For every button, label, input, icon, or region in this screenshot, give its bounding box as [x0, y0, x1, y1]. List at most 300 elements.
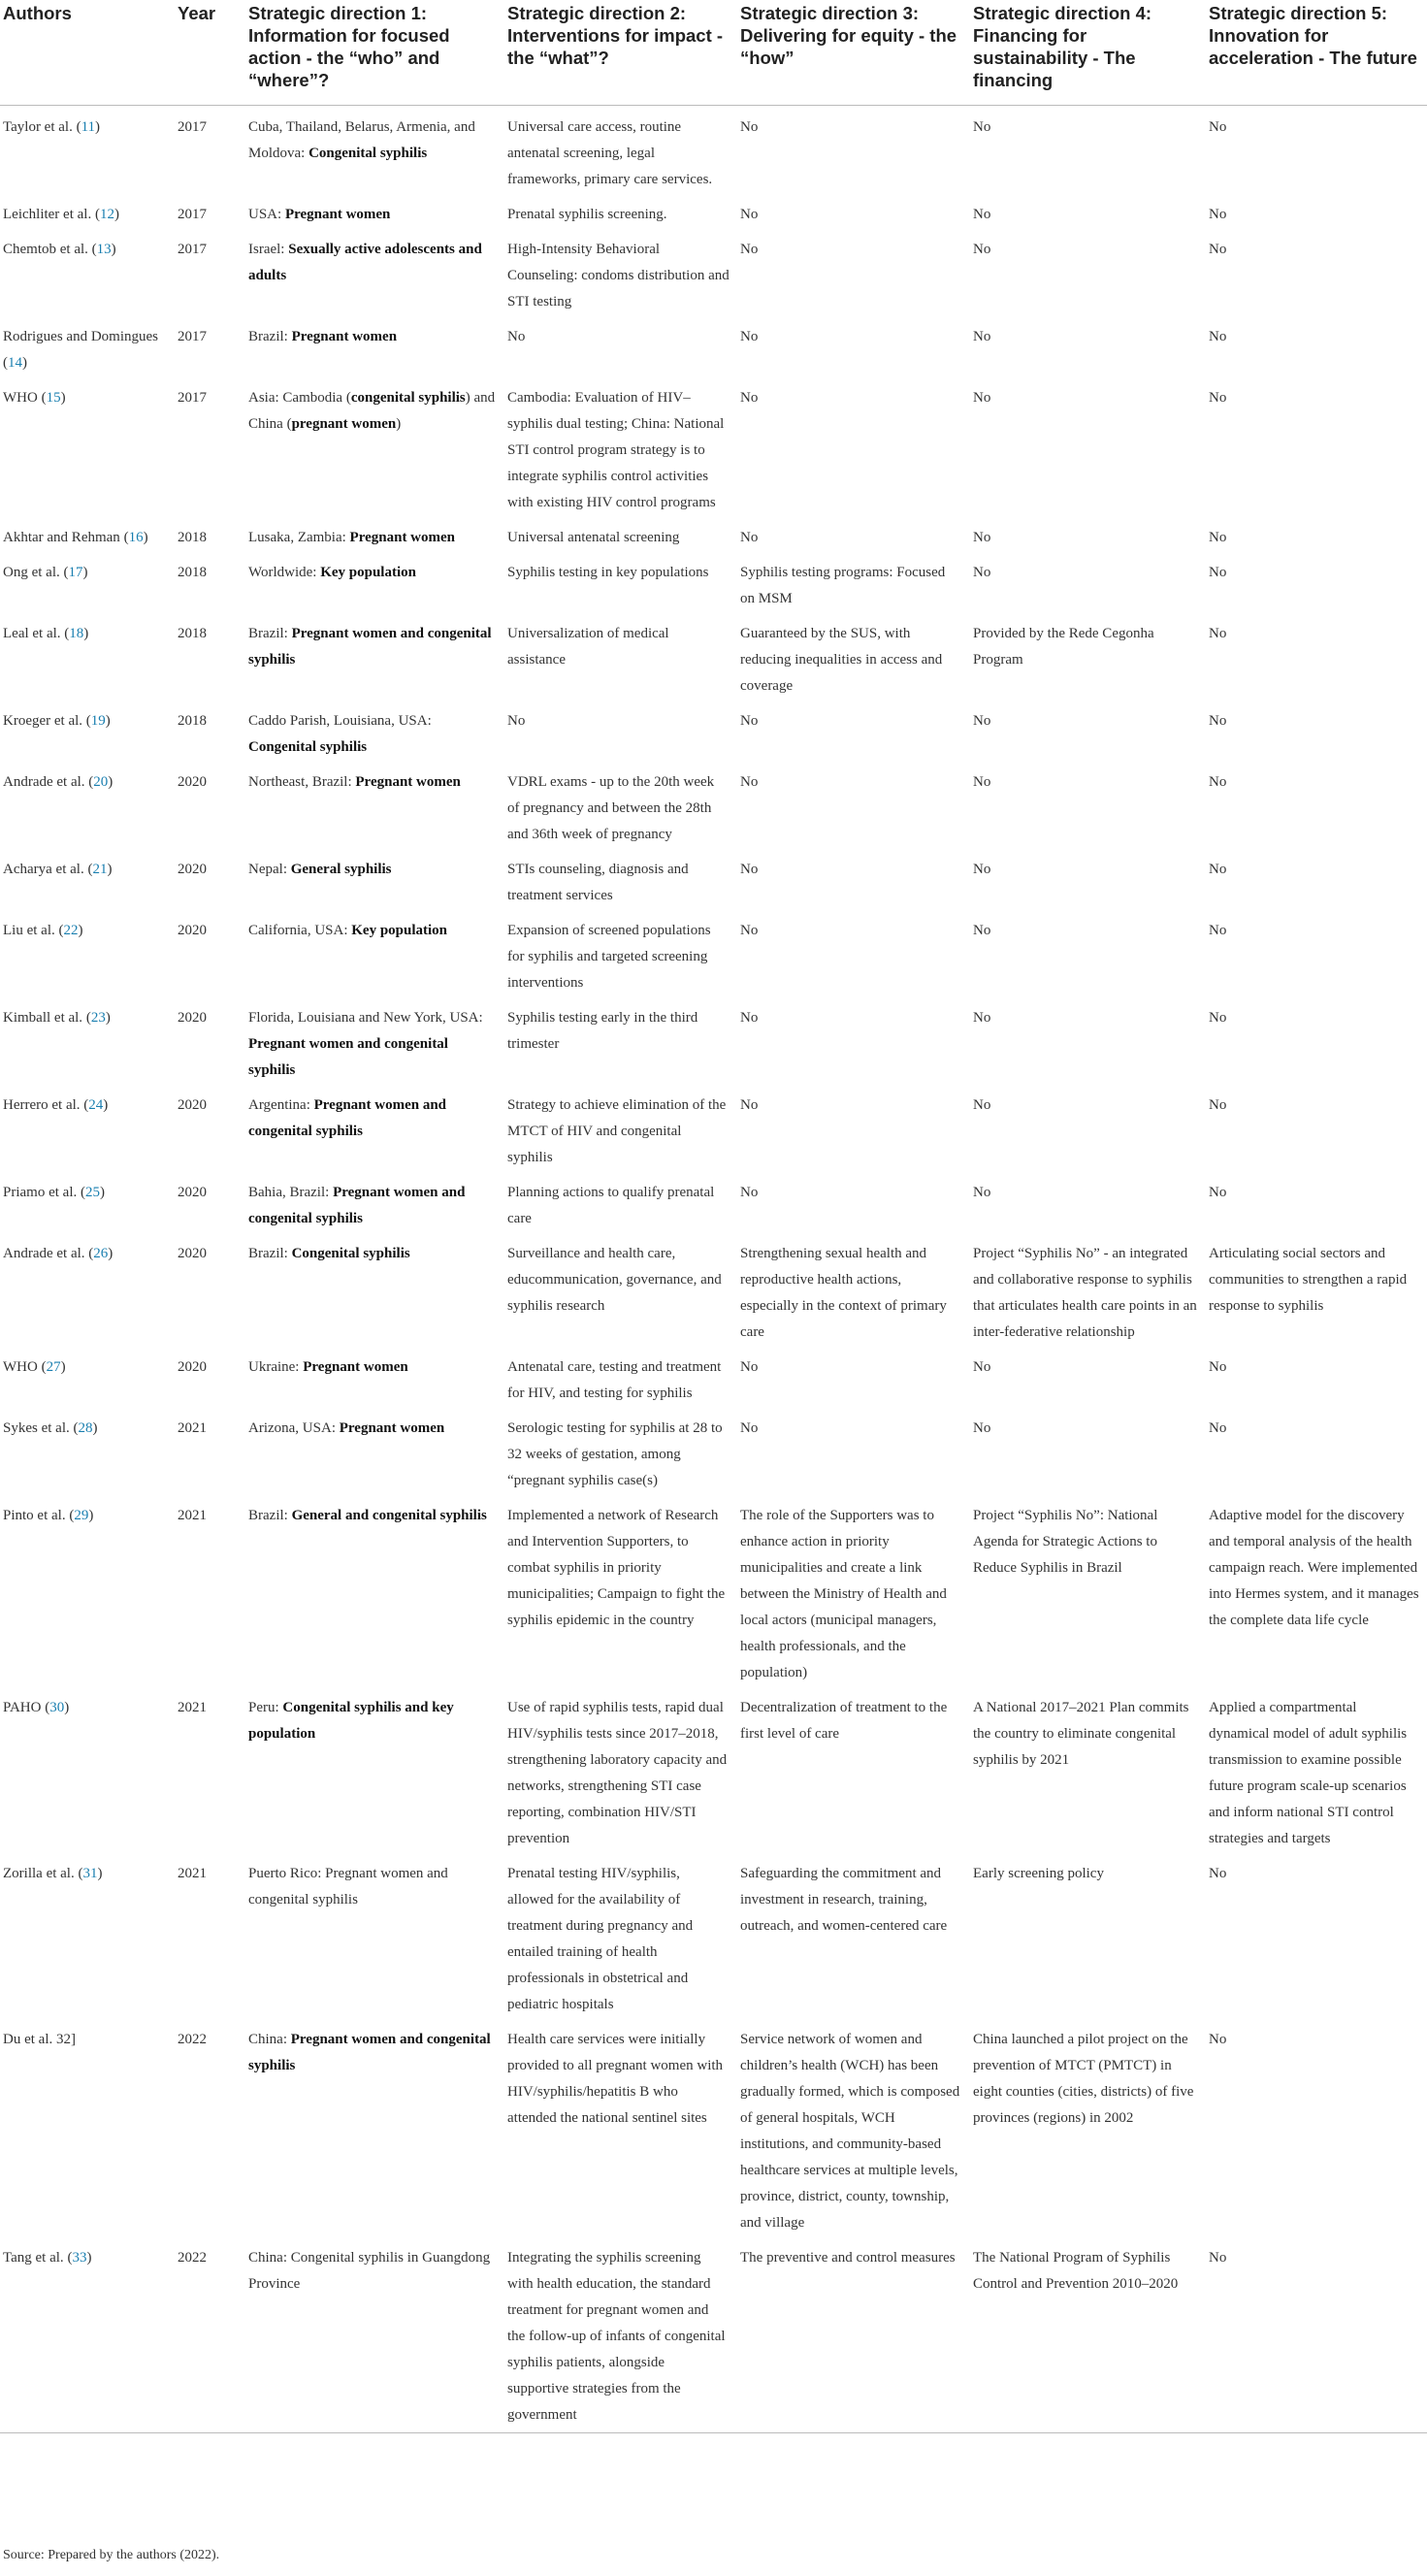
reference-link[interactable]: 25: [84, 1185, 100, 1200]
author-name: WHO: [3, 390, 38, 406]
table-row: [0, 551, 1427, 612]
author-cell: Acharya et al. (21): [3, 862, 113, 877]
sd4-text: Provided by the Rede Cegonha Program: [973, 626, 1154, 668]
sd3-cell: [737, 612, 970, 700]
sd1-focus: Pregnant women: [303, 1359, 408, 1375]
sd3-cell: [737, 909, 970, 996]
author-cell: Chemtob et al. (13): [3, 242, 116, 257]
sd5-text: No: [1209, 1185, 1227, 1200]
sd3-text: No: [740, 390, 759, 406]
year-cell: [175, 848, 245, 909]
year-value: 2017: [178, 329, 207, 344]
sd5-text: No: [1209, 329, 1227, 344]
table-row: [0, 1407, 1427, 1494]
sd4-text: No: [973, 1185, 991, 1200]
sd4-text: No: [973, 530, 991, 545]
sd1-focus: Congenital syphilis and key population: [248, 1700, 454, 1742]
sd1-place: Cuba, Thailand, Belarus, Armenia, and Moldova:: [248, 119, 475, 161]
sd2-text: Integrating the syphilis screening with health education, the standard treatment for pregnant women and the follow-up of infants of congenital syphilis patients, alongside supportive strategies from the government: [507, 2250, 726, 2423]
table-row: [0, 1494, 1427, 1686]
table-body: [0, 106, 1427, 2433]
sd1-focus: General syphilis: [290, 862, 392, 877]
sd5-cell: [1206, 1852, 1427, 2018]
sd1-focus: General and congenital syphilis: [291, 1508, 487, 1523]
reference-link[interactable]: 33: [72, 2250, 87, 2266]
sd1-cell: [245, 761, 504, 848]
sd1-focus: Pregnant women and congenital syphilis: [248, 1036, 448, 1078]
sd3-cell: [737, 761, 970, 848]
sd1-focus: Sexually active adolescents and adults: [248, 242, 482, 283]
author-name: Leal et al.: [3, 626, 61, 641]
sd1-cell: [245, 996, 504, 1084]
sd3-cell: [737, 1494, 970, 1686]
year-cell: [175, 106, 245, 194]
sd5-text: No: [1209, 390, 1227, 406]
sd2-cell: [504, 1494, 737, 1686]
sd4-cell: [970, 376, 1206, 516]
sd1-cell: [245, 1232, 504, 1346]
sd4-cell: [970, 612, 1206, 700]
reference-link[interactable]: 21: [92, 862, 108, 877]
sd1-cell: [245, 700, 504, 761]
year-cell: [175, 996, 245, 1084]
sd3-text: No: [740, 862, 759, 877]
table-row: [0, 376, 1427, 516]
sd2-text: Syphilis testing in key populations: [507, 565, 709, 580]
year-cell: [175, 612, 245, 700]
year-cell: [175, 551, 245, 612]
sd5-text: No: [1209, 242, 1227, 257]
author-cell: Leal et al. (18): [3, 626, 89, 641]
table-row: [0, 909, 1427, 996]
sd1-place: Asia: Cambodia (: [248, 390, 351, 406]
year-value: 2020: [178, 1010, 207, 1026]
sd2-text: No: [507, 329, 526, 344]
sd5-cell: [1206, 228, 1427, 315]
sd3-text: The preventive and control measures: [740, 2250, 956, 2266]
year-value: 2017: [178, 242, 207, 257]
author-cell: Zorilla et al. (31): [3, 1866, 103, 1881]
sd3-cell: [737, 376, 970, 516]
year-cell: [175, 700, 245, 761]
sd1-focus: Key population: [351, 923, 448, 938]
sd3-text: No: [740, 530, 759, 545]
author-cell: Priamo et al. (25): [3, 1185, 105, 1200]
reference-link[interactable]: 17: [68, 565, 83, 580]
year-cell: [175, 2236, 245, 2433]
author-cell: Pinto et al. (29): [3, 1508, 94, 1523]
sd1-focus: Congenital syphilis: [248, 739, 368, 755]
author-cell: Tang et al. (33): [0, 2236, 175, 2433]
year-cell: [175, 1346, 245, 1407]
header-strategic-direction-4: Strategic direction 4: Financing for sustainability - The financing: [970, 0, 1206, 106]
sd4-text: No: [973, 1010, 991, 1026]
sd2-text: Syphilis testing early in the third trimester: [507, 1010, 698, 1052]
sd1-focus: congenital syphilis: [350, 390, 466, 406]
year-value: 2018: [178, 565, 207, 580]
year-cell: [175, 516, 245, 551]
sd4-cell: [970, 1852, 1206, 2018]
author-name: Kroeger et al.: [3, 713, 83, 729]
year-cell: [175, 761, 245, 848]
sd4-cell: [970, 228, 1206, 315]
sd4-cell: [970, 1084, 1206, 1171]
sd1-cell: [245, 909, 504, 996]
sd2-text: VDRL exams - up to the 20th week of pregnancy and between the 28th and 36th week of pregnancy: [507, 774, 715, 842]
author-name: Akhtar and Rehman: [3, 530, 120, 545]
sd3-text: No: [740, 1185, 759, 1200]
table-row: [0, 1171, 1427, 1232]
reference-link[interactable]: 23: [90, 1010, 106, 1026]
author-cell: Rodrigues and Domingues (14): [3, 329, 158, 371]
sd3-text: Service network of women and children’s health (WCH) has been gradually formed, which is composed of general hospitals, WCH institutions, and community-based healthcare services at multiple levels, province, district, county, township, and village: [740, 2032, 960, 2231]
table-row: [0, 848, 1427, 909]
author-cell: [0, 2018, 175, 2236]
sd2-cell: [504, 1084, 737, 1171]
sd1-cell: [245, 1171, 504, 1232]
header-strategic-direction-1: Strategic direction 1: Information for focused action - the “who” and “where”?: [245, 0, 504, 106]
sd2-text: Prenatal testing HIV/syphilis, allowed for the availability of treatment during pregnancy and entailed training of health professionals in obstetrical and pediatric hospitals: [507, 1866, 694, 2012]
sd4-text: Early screening policy: [973, 1866, 1104, 1881]
sd4-cell: [970, 193, 1206, 228]
sd5-text: No: [1209, 923, 1227, 938]
sd2-cell: [504, 1686, 737, 1852]
sd3-text: The role of the Supporters was to enhance action in priority municipalities and create a link between the Ministry of Health and local actors (municipal managers, health professionals, and the population): [740, 1508, 947, 1680]
reference-link[interactable]: 29: [74, 1508, 89, 1523]
year-value: 2020: [178, 774, 207, 790]
sd1-focus: Pregnant women: [291, 329, 398, 344]
reference-link[interactable]: 30: [49, 1700, 65, 1715]
sd2-cell: [504, 996, 737, 1084]
sd3-text: Guaranteed by the SUS, with reducing inequalities in access and coverage: [740, 626, 943, 694]
sd3-text: No: [740, 242, 759, 257]
sd1-cell: [245, 2018, 504, 2236]
sd3-text: No: [740, 1097, 759, 1113]
year-value: 2018: [178, 626, 207, 641]
table-source-note: Source: Prepared by the authors (2022).: [3, 2548, 220, 2562]
table-row: [0, 2236, 1427, 2433]
sd1-cell: [245, 315, 504, 376]
year-cell: [175, 315, 245, 376]
sd2-text: Universal antenatal screening: [507, 530, 680, 545]
year-value: 2021: [178, 1420, 207, 1436]
sd4-text: No: [973, 329, 991, 344]
reference-link[interactable]: 19: [90, 713, 106, 729]
sd2-text: Expansion of screened populations for syphilis and targeted screening interventions: [507, 923, 711, 991]
sd4-cell: [970, 909, 1206, 996]
year-cell: [175, 1171, 245, 1232]
sd1-focus: Pregnant women: [284, 207, 391, 222]
author-cell: Ong et al. (17): [3, 565, 88, 580]
sd1-place: Caddo Parish, Louisiana, USA:: [248, 713, 432, 729]
sd4-cell: [970, 761, 1206, 848]
sd5-cell: [1206, 761, 1427, 848]
sd4-cell: [970, 551, 1206, 612]
author-name: Chemtob et al.: [3, 242, 88, 257]
sd3-cell: [737, 516, 970, 551]
reference-link[interactable]: 20: [93, 774, 109, 790]
sd5-text: No: [1209, 862, 1227, 877]
sd3-text: Decentralization of treatment to the first level of care: [740, 1700, 948, 1742]
sd3-cell: [737, 1686, 970, 1852]
sd1-focus: Congenital syphilis: [308, 146, 428, 161]
sd1-cell: [245, 1346, 504, 1407]
sd3-text: No: [740, 1420, 759, 1436]
sd5-cell: [1206, 315, 1427, 376]
sd1-cell: [245, 848, 504, 909]
sd3-cell: [737, 315, 970, 376]
sd4-text: No: [973, 207, 991, 222]
sd1-place: Israel:: [248, 242, 285, 257]
sd3-cell: [737, 193, 970, 228]
sd5-cell: [1206, 1084, 1427, 1171]
reference-link[interactable]: 15: [46, 390, 61, 406]
reference-link[interactable]: 12: [99, 207, 114, 222]
author-cell: Liu et al. (22): [3, 923, 83, 938]
sd5-cell: [1206, 996, 1427, 1084]
sd3-text: No: [740, 119, 759, 135]
sd5-text: No: [1209, 713, 1227, 729]
year-value: 2018: [178, 530, 207, 545]
reference-link[interactable]: 28: [78, 1420, 93, 1436]
author-name: Sykes et al.: [3, 1420, 70, 1436]
sd2-cell: [504, 516, 737, 551]
year-value: 2022: [178, 2250, 207, 2266]
sd4-text: China launched a pilot project on the prevention of MTCT (PMTCT) in eight counties (cities, districts) of five provinces (regions) in 2002: [973, 2032, 1194, 2126]
year-value: 2021: [178, 1866, 207, 1881]
year-cell: [175, 1084, 245, 1171]
reference-link[interactable]: 18: [69, 626, 84, 641]
sd4-text: No: [973, 1097, 991, 1113]
sd5-cell: [1206, 1407, 1427, 1494]
year-cell: [175, 1407, 245, 1494]
sd1-focus: Pregnant women: [349, 530, 456, 545]
table-row: [0, 1346, 1427, 1407]
year-value: 2018: [178, 713, 207, 729]
reference-link[interactable]: 31: [82, 1866, 98, 1881]
sd3-text: No: [740, 923, 759, 938]
author-name: PAHO: [3, 1700, 42, 1715]
sd3-text: No: [740, 713, 759, 729]
sd1-focus: Pregnant women and congenital syphilis: [248, 2032, 491, 2073]
author-name: Taylor et al.: [3, 119, 73, 135]
author-name: Kimball et al.: [3, 1010, 83, 1026]
sd1-place: Peru:: [248, 1700, 279, 1715]
reference-link[interactable]: 26: [93, 1246, 109, 1261]
sd2-text: STIs counseling, diagnosis and treatment services: [507, 862, 689, 903]
author-cell: Taylor et al. (11): [3, 119, 101, 135]
author-cell: Kimball et al. (23): [3, 1010, 111, 1026]
sd2-text: Universal care access, routine antenatal screening, legal frameworks, primary care services.: [507, 119, 713, 187]
reference-link[interactable]: 16: [128, 530, 144, 545]
author-name: Zorilla et al.: [3, 1866, 75, 1881]
sd1-place: Brazil:: [248, 626, 288, 641]
year-cell: [175, 909, 245, 996]
sd1-cell: [245, 551, 504, 612]
sd3-cell: [737, 2018, 970, 2236]
year-cell: [175, 1232, 245, 1346]
year-value: 2020: [178, 1097, 207, 1113]
sd1-place: Florida, Louisiana and New York, USA:: [248, 1010, 483, 1026]
author-name: Tang et al.: [3, 2250, 64, 2266]
sd5-text: No: [1209, 1866, 1227, 1881]
sd2-text: Serologic testing for syphilis at 28 to 32 weeks of gestation, among “pregnant syphilis case(s): [507, 1420, 723, 1488]
sd3-cell: [737, 228, 970, 315]
sd5-cell: [1206, 106, 1427, 194]
sd1-place: Brazil:: [248, 329, 288, 344]
sd4-cell: [970, 700, 1206, 761]
sd1-focus-2: pregnant women: [291, 416, 397, 432]
sd4-text: No: [973, 862, 991, 877]
sd3-text: No: [740, 1359, 759, 1375]
sd4-cell: [970, 996, 1206, 1084]
sd4-cell: [970, 1346, 1206, 1407]
sd5-text: No: [1209, 2032, 1227, 2047]
sd1-place: Argentina:: [248, 1097, 310, 1113]
sd4-text: No: [973, 774, 991, 790]
sd2-cell: [504, 376, 737, 516]
table-row: [0, 700, 1427, 761]
reference-link[interactable]: 22: [63, 923, 79, 938]
author-cell: Andrade et al. (20): [3, 774, 114, 790]
sd5-cell: [1206, 1494, 1427, 1686]
reference-link[interactable]: 14: [8, 355, 22, 371]
header-year: Year: [175, 0, 245, 106]
sd1-place: California, USA:: [248, 923, 348, 938]
sd1-cell: [245, 2236, 504, 2433]
year-value: 2020: [178, 1359, 207, 1375]
sd2-cell: [504, 106, 737, 194]
sd2-text: High-Intensity Behavioral Counseling: condoms distribution and STI testing: [507, 242, 730, 310]
sd5-cell: [1206, 2236, 1427, 2433]
sd2-text: Use of rapid syphilis tests, rapid dual HIV/syphilis tests since 2017–2018, strengthening laboratory capacity and networks, strengthening STI case reporting, combination HIV/STI prevention: [507, 1700, 728, 1846]
sd5-text: No: [1209, 774, 1227, 790]
author-name: Andrade et al.: [3, 1246, 85, 1261]
sd2-cell: [504, 1171, 737, 1232]
sd4-cell: [970, 2236, 1206, 2433]
reference-link[interactable]: 11: [81, 119, 96, 135]
sd3-cell: [737, 700, 970, 761]
author-name: Ong et al.: [3, 565, 60, 580]
sd2-cell: [504, 1407, 737, 1494]
author-name: Du et al. 32]: [3, 2032, 76, 2047]
year-cell: [175, 1494, 245, 1686]
sd1-cell: [245, 193, 504, 228]
author-name: Acharya et al.: [3, 862, 84, 877]
sd1-place: China: Congenital syphilis in Guangdong Province: [248, 2250, 491, 2292]
sd1-focus: Pregnant women and congenital syphilis: [248, 1185, 466, 1226]
author-name: Liu et al.: [3, 923, 55, 938]
sd2-text: Cambodia: Evaluation of HIV–syphilis dual testing; China: National STI control program strategy is to integrate syphilis control activities with existing HIV control programs: [507, 390, 725, 510]
sd2-cell: [504, 193, 737, 228]
sd5-text: Adaptive model for the discovery and temporal analysis of the health campaign reach. Were implemented into Hermes system, and it manages the complete data life cycle: [1209, 1508, 1419, 1628]
sd5-cell: [1206, 551, 1427, 612]
sd4-text: Project “Syphilis No” - an integrated and collaborative response to syphilis that articulates health care points in an inter-federative relationship: [973, 1246, 1197, 1340]
reference-link[interactable]: 27: [46, 1359, 61, 1375]
sd4-text: A National 2017–2021 Plan commits the country to eliminate congenital syphilis by 2021: [973, 1700, 1189, 1768]
sd5-cell: [1206, 700, 1427, 761]
sd4-text: No: [973, 923, 991, 938]
sd1-cell: [245, 1852, 504, 2018]
sd3-text: No: [740, 329, 759, 344]
author-cell: WHO (27): [3, 1359, 66, 1375]
sd3-cell: [737, 1407, 970, 1494]
sd1-cell: [245, 516, 504, 551]
sd4-text: No: [973, 713, 991, 729]
reference-link[interactable]: 13: [96, 242, 112, 257]
sd2-cell: [504, 228, 737, 315]
author-cell: Leichliter et al. (12): [3, 207, 119, 222]
sd2-cell: [504, 612, 737, 700]
year-cell: [175, 228, 245, 315]
table-row: [0, 761, 1427, 848]
sd4-text: No: [973, 119, 991, 135]
header-authors: Authors: [0, 0, 175, 106]
author-cell: PAHO (30): [3, 1700, 70, 1715]
table-row: [0, 1852, 1427, 2018]
sd3-cell: [737, 1084, 970, 1171]
sd5-text: No: [1209, 530, 1227, 545]
year-value: 2017: [178, 119, 207, 135]
sd5-text: No: [1209, 565, 1227, 580]
sd1-cell: [245, 376, 504, 516]
reference-link[interactable]: 24: [88, 1097, 104, 1113]
sd1-place: Puerto Rico: Pregnant women and congenital syphilis: [248, 1866, 448, 1908]
header-strategic-direction-3: Strategic direction 3: Delivering for equity - the “how”: [737, 0, 970, 106]
author-name: Priamo et al.: [3, 1185, 78, 1200]
sd1-place: Northeast, Brazil:: [248, 774, 352, 790]
sd5-cell: [1206, 2018, 1427, 2236]
sd1-place-3: ): [396, 416, 402, 432]
table-row: [0, 1084, 1427, 1171]
sd2-text: No: [507, 713, 526, 729]
sd5-text: No: [1209, 2250, 1227, 2266]
table-row: [0, 996, 1427, 1084]
sd1-place: Nepal:: [248, 862, 287, 877]
sd4-text: No: [973, 390, 991, 406]
sd4-text: The National Program of Syphilis Control and Prevention 2010–2020: [973, 2250, 1179, 2292]
sd1-focus: Pregnant women and congenital syphilis: [248, 626, 492, 668]
sd4-cell: [970, 1686, 1206, 1852]
sd2-text: Implemented a network of Research and Intervention Supporters, to combat syphilis in priority municipalities; Campaign to fight the syphilis epidemic in the country: [507, 1508, 726, 1628]
sd5-text: No: [1209, 1010, 1227, 1026]
sd1-place: USA:: [248, 207, 282, 222]
sd2-cell: [504, 2236, 737, 2433]
sd3-cell: [737, 848, 970, 909]
sd1-cell: [245, 1084, 504, 1171]
table-row: [0, 315, 1427, 376]
sd3-text: No: [740, 207, 759, 222]
table-row: [0, 106, 1427, 194]
sd1-focus: Key population: [320, 565, 416, 580]
sd2-cell: [504, 700, 737, 761]
year-value: 2020: [178, 923, 207, 938]
year-value: 2020: [178, 862, 207, 877]
table-row: [0, 228, 1427, 315]
year-value: 2017: [178, 207, 207, 222]
sd4-cell: [970, 315, 1206, 376]
sd2-cell: [504, 551, 737, 612]
sd4-text: Project “Syphilis No”: National Agenda for Strategic Actions to Reduce Syphilis in Brazil: [973, 1508, 1158, 1576]
table-row: [0, 516, 1427, 551]
sd4-cell: [970, 1171, 1206, 1232]
sd5-cell: [1206, 848, 1427, 909]
sd2-cell: [504, 1346, 737, 1407]
sd4-cell: [970, 2018, 1206, 2236]
author-cell: WHO (15): [3, 390, 66, 406]
author-name: Rodrigues and Domingues: [3, 329, 158, 344]
sd2-text: Planning actions to qualify prenatal care: [507, 1185, 715, 1226]
